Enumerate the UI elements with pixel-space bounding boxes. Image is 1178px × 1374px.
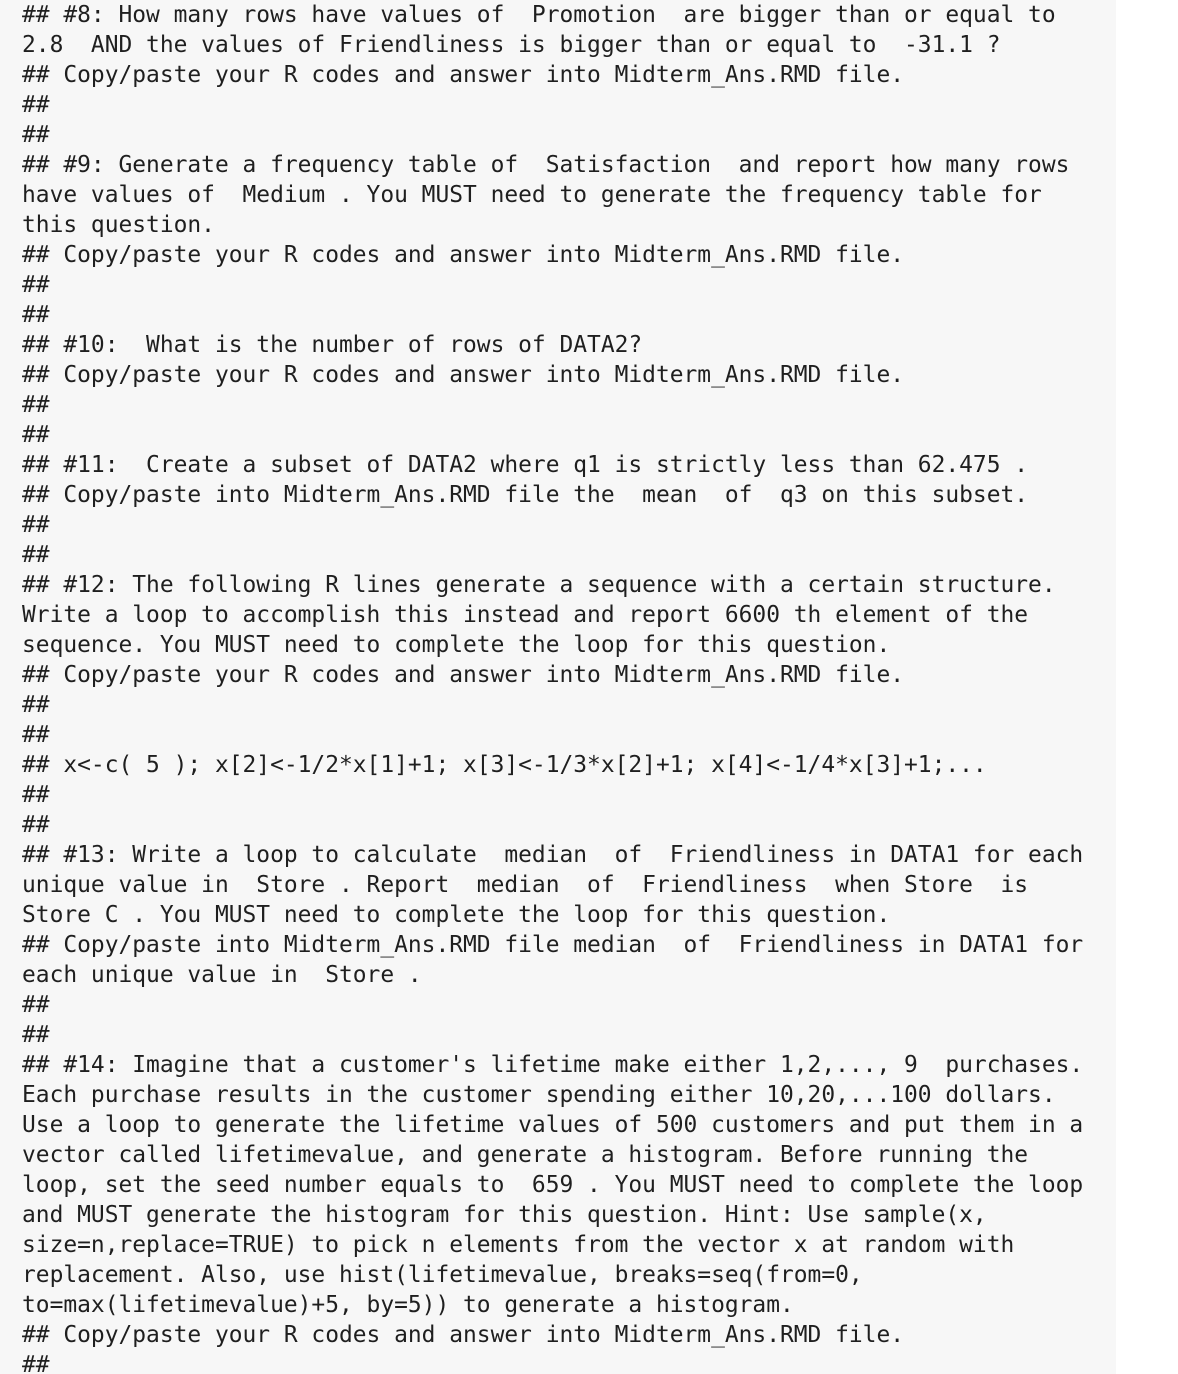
code-line: ## bbox=[22, 992, 50, 1018]
code-line: Write a loop to accomplish this instead and report 6600 th element of the bbox=[22, 602, 1029, 628]
code-line: ## #9: Generate a frequency table of Satisfaction and report how many rows bbox=[22, 152, 1070, 178]
code-line: replacement. Also, use hist(lifetimevalue, breaks=seq(from=0, bbox=[22, 1262, 863, 1288]
code-line: Each purchase results in the customer spending either 10,20,...100 dollars. bbox=[22, 1082, 1056, 1108]
code-line: have values of Medium . You MUST need to generate the frequency table for bbox=[22, 182, 1042, 208]
code-line: Use a loop to generate the lifetime values of 500 customers and put them in a bbox=[22, 1112, 1084, 1138]
code-line: ## bbox=[22, 542, 50, 568]
code-line: ## Copy/paste your R codes and answer into Midterm_Ans.RMD file. bbox=[22, 1322, 905, 1348]
code-line: ## bbox=[22, 302, 50, 328]
code-line: ## Copy/paste into Midterm_Ans.RMD file median of Friendliness in DATA1 for bbox=[22, 932, 1084, 958]
code-line: ## #10: What is the number of rows of DATA2? bbox=[22, 332, 643, 358]
code-line: ## bbox=[22, 512, 50, 538]
code-line: ## #13: Write a loop to calculate median of Friendliness in DATA1 for each bbox=[22, 842, 1084, 868]
code-line: ## Copy/paste your R codes and answer into Midterm_Ans.RMD file. bbox=[22, 62, 905, 88]
code-line: unique value in Store . Report median of Friendliness when Store is bbox=[22, 872, 1029, 898]
code-line: ## bbox=[22, 92, 50, 118]
code-line: Store C . You MUST need to complete the loop for this question. bbox=[22, 902, 891, 928]
code-lines bbox=[22, 0, 1083, 1374]
code-line: ## x<-c( 5 ); x[2]<-1/2*x[1]+1; x[3]<-1/3*x[2]+1; x[4]<-1/4*x[3]+1;... bbox=[22, 752, 987, 778]
code-line: ## bbox=[22, 1352, 50, 1374]
code-line: ## #12: The following R lines generate a sequence with a certain structure. bbox=[22, 572, 1056, 598]
code-line: ## Copy/paste your R codes and answer into Midterm_Ans.RMD file. bbox=[22, 362, 905, 388]
code-line: ## bbox=[22, 692, 50, 718]
code-line: ## Copy/paste your R codes and answer into Midterm_Ans.RMD file. bbox=[22, 242, 905, 268]
code-line: ## #8: How many rows have values of Promotion are bigger than or equal to bbox=[22, 2, 1056, 28]
code-line: ## Copy/paste into Midterm_Ans.RMD file the mean of q3 on this subset. bbox=[22, 482, 1029, 508]
code-line: ## bbox=[22, 1022, 50, 1048]
code-line: vector called lifetimevalue, and generate a histogram. Before running the bbox=[22, 1142, 1029, 1168]
code-line: each unique value in Store . bbox=[22, 962, 422, 988]
code-line: ## bbox=[22, 812, 50, 838]
code-line: ## bbox=[22, 722, 50, 748]
code-line: this question. bbox=[22, 212, 215, 238]
code-line: ## bbox=[22, 272, 50, 298]
code-line: to=max(lifetimevalue)+5, by=5)) to generate a histogram. bbox=[22, 1292, 794, 1318]
code-line: size=n,replace=TRUE) to pick n elements from the vector x at random with bbox=[22, 1232, 1015, 1258]
code-line: 2.8 AND the values of Friendliness is bigger than or equal to -31.1 ? bbox=[22, 32, 1001, 58]
code-line: ## bbox=[22, 122, 50, 148]
code-line: ## #14: Imagine that a customer's lifetime make either 1,2,..., 9 purchases. bbox=[22, 1052, 1084, 1078]
code-line: ## Copy/paste your R codes and answer into Midterm_Ans.RMD file. bbox=[22, 662, 905, 688]
code-line: ## bbox=[22, 422, 50, 448]
code-line: ## #11: Create a subset of DATA2 where q1 is strictly less than 62.475 . bbox=[22, 452, 1029, 478]
code-line: loop, set the seed number equals to 659 . You MUST need to complete the loop bbox=[22, 1172, 1084, 1198]
code-line: ## bbox=[22, 392, 50, 418]
code-line: ## bbox=[22, 782, 50, 808]
code-line: and MUST generate the histogram for this question. Hint: Use sample(x, bbox=[22, 1202, 987, 1228]
code-line: sequence. You MUST need to complete the loop for this question. bbox=[22, 632, 891, 658]
